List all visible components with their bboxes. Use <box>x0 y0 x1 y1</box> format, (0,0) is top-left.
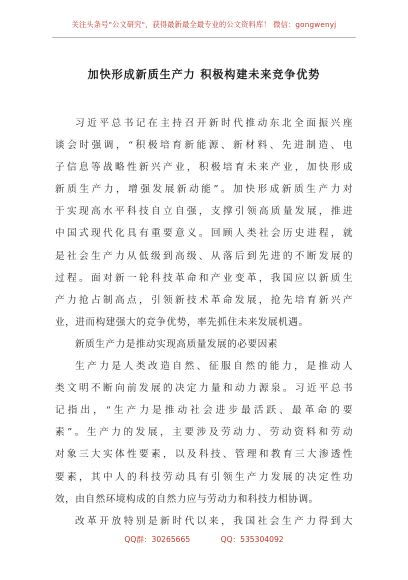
section-heading: 新质生产力是推动实现高质量发展的必要因素 <box>75 338 278 350</box>
body-line: 生产力是人类改造自然、征服自然的能力，是推动人 <box>75 361 353 373</box>
document-title: 加快形成新质生产力 积极构建未来竞争优势 <box>87 68 321 81</box>
header-divider <box>52 37 356 38</box>
body-line: 要素，其中人的科技劳动具有引领生产力发展的决定性功 <box>55 471 353 483</box>
body-line: 新质生产力，增强发展新动能”。加快形成新质生产力对 <box>55 184 353 196</box>
body-line: 产力抢占制高点，引领新技术革命发展，抢先培育新兴产 <box>55 294 353 306</box>
footer-qq-group: QQ群：30265665 <box>124 535 191 544</box>
page-footer <box>0 534 408 545</box>
page-header-banner: 关注头条号"公文研究"，获得最新最全最专业的公文资料库！ 微信：gongwenyj <box>71 20 337 29</box>
body-line: 习近平总书记在主持召开新时代推动东北全面振兴座 <box>75 118 353 129</box>
body-line: 效，由自然环境构成的自然力应与劳动力和科技力相协调。 <box>55 493 319 505</box>
footer-qq-contact: QQ：535304092 <box>220 535 284 544</box>
body-line: 素”。生产力的发展，主要涉及劳动力、劳动资料和劳动 <box>55 427 353 439</box>
document-body <box>55 113 353 533</box>
body-line: 过程。面对新一轮科技革命和产业变革，我国应以新质生 <box>55 272 353 284</box>
body-line: 谈会时强调，“积极培育新能源、新材料、先进制造、电 <box>55 140 353 152</box>
body-line: 是社会生产力从低级到高级、从落后到先进的不断发展的 <box>55 250 353 262</box>
body-line: 记指出，“生产力是推动社会进步最活跃、最革命的要 <box>55 405 353 417</box>
body-line: 改革开放特别是新时代以来，我国社会生产力得到大 <box>75 515 353 527</box>
body-line: 对象三大实体性要素，以及科技、管理和教育三大渗透性 <box>55 449 353 461</box>
body-line: 于实现高水平科技自立自强，支撑引领高质量发展，推进 <box>55 206 353 218</box>
body-line: 中国式现代化具有重要意义。回顾人类社会历史进程，就 <box>55 228 353 240</box>
body-line: 子信息等战略性新兴产业，积极培育未来产业，加快形成 <box>55 162 353 174</box>
body-line: 业，进而构建强大的竞争优势，率先抓住未来发展机遇。 <box>55 316 309 328</box>
body-line: 类文明不断向前发展的决定力量和动力源泉。习近平总书 <box>55 383 353 395</box>
